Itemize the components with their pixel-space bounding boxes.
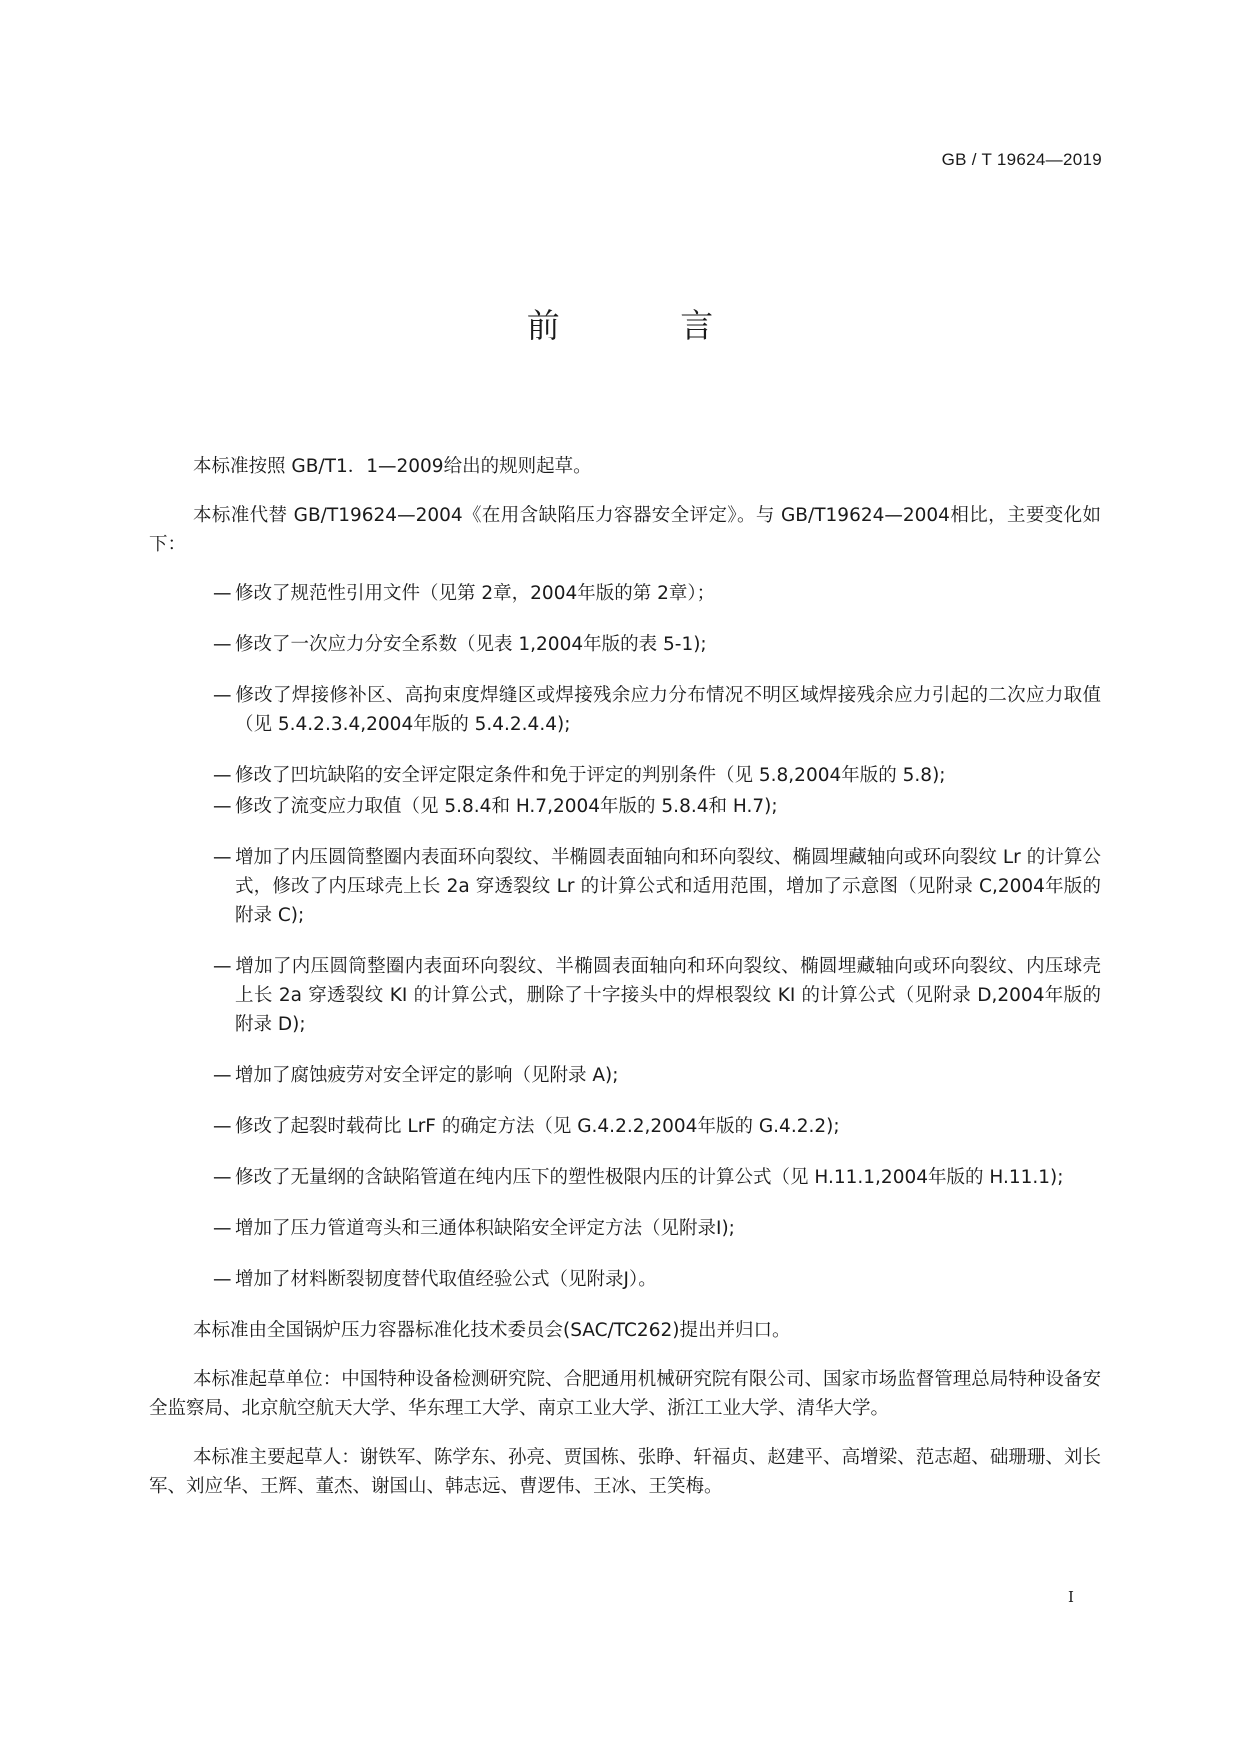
dash-marker: — bbox=[213, 956, 232, 977]
standard-code: GB / T 19624—2019 bbox=[941, 150, 1102, 169]
dash-marker: — bbox=[213, 1167, 232, 1188]
list-item-text: 修改了流变应力取值（见 5.8.4和 H.7,2004年版的 5.8.4和 H.7); bbox=[235, 796, 778, 817]
dash-marker: — bbox=[213, 685, 232, 706]
drafters-paragraph: 本标准主要起草人：谢铁军、陈学东、孙亮、贾国栋、张睁、轩福贞、赵建平、高增梁、范志超、础珊珊、刘长军、刘应华、王辉、董杰、谢国山、韩志远、曹逻伟、王冰、王笑梅。 bbox=[149, 1447, 1101, 1497]
page-title: 前 言 bbox=[526, 306, 769, 345]
list-item-text: 增加了压力管道弯头和三通体积缺陷安全评定方法（见附录I); bbox=[235, 1218, 735, 1239]
list-item bbox=[149, 952, 1101, 1039]
dash-marker: — bbox=[213, 796, 232, 817]
list-item bbox=[149, 1214, 1101, 1243]
list-item-text: 增加了内压圆筒整圈内表面环向裂纹、半椭圆表面轴向和环向裂纹、椭圆埋藏轴向或环向裂纹 Lr 的计算公式，修改了内压球壳上长 2a 穿透裂纹 Lr 的计算公式和适用范围，增加了示意图（见附录 C,2004年版的附录 C); bbox=[235, 847, 1101, 926]
list-item-text: 修改了无量纲的含缺陷管道在纯内压下的塑性极限内压的计算公式（见 H.11.1,2004年版的 H.11.1); bbox=[235, 1167, 1064, 1188]
list-item bbox=[149, 630, 1101, 659]
dash-marker: — bbox=[213, 1218, 232, 1239]
list-item bbox=[149, 579, 1101, 608]
list-item bbox=[149, 792, 1101, 821]
list-item bbox=[149, 761, 1101, 790]
dash-marker: — bbox=[213, 1065, 232, 1086]
list-item-text: 增加了内压圆筒整圈内表面环向裂纹、半椭圆表面轴向和环向裂纹、椭圆埋藏轴向或环向裂纹、内压球壳上长 2a 穿透裂纹 KI 的计算公式，删除了十字接头中的焊根裂纹 KI 的计算公式（见附录 D,2004年版的附录 D); bbox=[235, 956, 1101, 1035]
dash-marker: — bbox=[213, 583, 232, 604]
page-number: I bbox=[1068, 1588, 1074, 1606]
dash-marker: — bbox=[213, 847, 232, 868]
list-item-text: 修改了起裂时载荷比 LrF 的确定方法（见 G.4.2.2,2004年版的 G.4.2.2); bbox=[235, 1116, 840, 1137]
list-item bbox=[149, 1061, 1101, 1090]
dash-marker: — bbox=[213, 634, 232, 655]
dash-marker: — bbox=[213, 765, 232, 786]
drafting-units-paragraph: 本标准起草单位：中国特种设备检测研究院、合肥通用机械研究院有限公司、国家市场监督管理总局特种设备安全监察局、北京航空航天大学、华东理工大学、南京工业大学、浙江工业大学、清华大学。 bbox=[149, 1369, 1101, 1419]
list-item-text: 增加了腐蚀疲劳对安全评定的影响（见附录 A); bbox=[235, 1065, 619, 1086]
list-item bbox=[149, 843, 1101, 930]
list-item bbox=[149, 681, 1101, 739]
replacement-paragraph: 本标准代替 GB/T19624—2004《在用含缺陷压力容器安全评定》。与 GB/T19624—2004相比，主要变化如下： bbox=[149, 505, 1101, 555]
list-item bbox=[149, 1112, 1101, 1141]
list-item-text: 修改了一次应力分安全系数（见表 1,2004年版的表 5-1); bbox=[235, 634, 707, 655]
dash-marker: — bbox=[213, 1269, 232, 1290]
list-item bbox=[149, 1163, 1101, 1192]
list-item-text: 修改了规范性引用文件（见第 2章，2004年版的第 2章）； bbox=[235, 583, 716, 604]
foreword-body bbox=[149, 452, 1101, 1521]
dash-marker: — bbox=[213, 1116, 232, 1137]
proposal-paragraph: 本标准由全国锅炉压力容器标准化技术委员会(SAC/TC262)提出并归口。 bbox=[193, 1320, 791, 1341]
list-item-text: 修改了凹坑缺陷的安全评定限定条件和免于评定的判别条件（见 5.8,2004年版的 5.8); bbox=[235, 765, 946, 786]
list-item bbox=[149, 1265, 1101, 1294]
list-item-text: 修改了焊接修补区、高拘束度焊缝区或焊接残余应力分布情况不明区域焊接残余应力引起的二次应力取值（见 5.4.2.3.4,2004年版的 5.4.2.4.4); bbox=[235, 685, 1101, 735]
changes-list bbox=[149, 579, 1101, 1294]
list-item-text: 增加了材料断裂韧度替代取值经验公式（见附录J）。 bbox=[235, 1269, 657, 1290]
drafting-rule-paragraph: 本标准按照 GB/T1．1—2009给出的规则起草。 bbox=[193, 456, 592, 477]
